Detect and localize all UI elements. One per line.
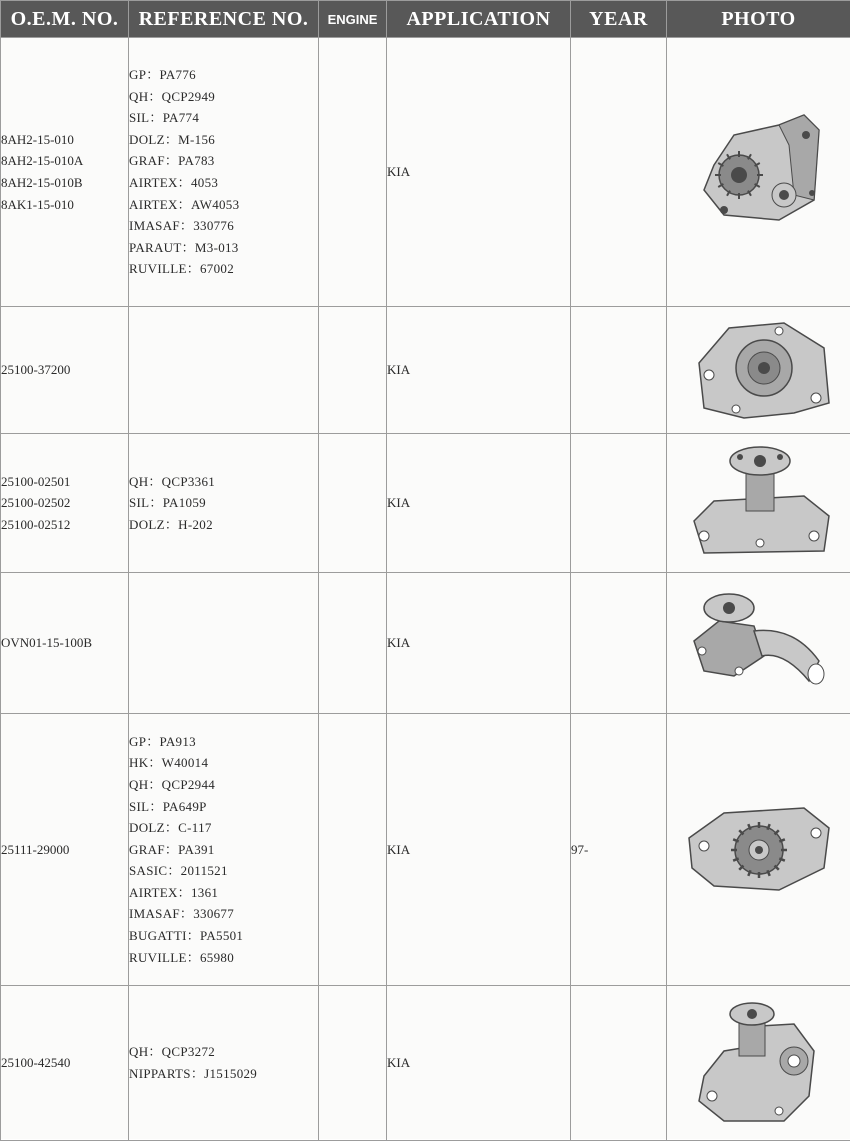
application-cell: KIA [387, 714, 571, 986]
reference-number: DOLZ：M-156 [129, 129, 318, 151]
reference-number-cell [129, 307, 319, 434]
oem-number: 25100-02512 [1, 514, 128, 536]
table-row [1, 714, 850, 986]
oem-number-cell [1, 714, 129, 986]
column-header-reference: REFERENCE NO. [129, 1, 319, 38]
reference-number: AIRTEX：4053 [129, 172, 318, 194]
reference-number: SIL：PA649P [129, 796, 318, 818]
year-cell [571, 434, 667, 573]
reference-number: AIRTEX：1361 [129, 882, 318, 904]
year-cell [571, 307, 667, 434]
reference-number: GRAF：PA783 [129, 150, 318, 172]
reference-number: SASIC：2011521 [129, 860, 318, 882]
oem-number-cell [1, 573, 129, 714]
reference-number: RUVILLE：65980 [129, 947, 318, 969]
water-pump-icon [684, 105, 834, 235]
application-cell: KIA [387, 573, 571, 714]
reference-number: SIL：PA1059 [129, 492, 318, 514]
oem-number: 8AK1-15-010 [1, 194, 128, 216]
table-row [1, 38, 850, 307]
engine-cell [319, 307, 387, 434]
table-header-row [1, 1, 850, 38]
oem-number-cell [1, 307, 129, 434]
table-row [1, 307, 850, 434]
reference-number-cell [129, 714, 319, 986]
oem-number: 8AH2-15-010B [1, 172, 128, 194]
reference-number: GP：PA776 [129, 64, 318, 86]
year-cell: 97- [571, 714, 667, 986]
oem-number: OVN01-15-100B [1, 632, 128, 654]
reference-number: PARAUT：M3-013 [129, 237, 318, 259]
oem-number-cell [1, 434, 129, 573]
oem-number-cell [1, 986, 129, 1141]
reference-number: HK：W40014 [129, 752, 318, 774]
year-cell [571, 38, 667, 307]
application-cell: KIA [387, 38, 571, 307]
oem-number-cell [1, 38, 129, 307]
oem-number: 25100-02501 [1, 471, 128, 493]
oem-number: 8AH2-15-010 [1, 129, 128, 151]
photo-cell [667, 38, 850, 307]
reference-number: QH：QCP3272 [129, 1041, 318, 1063]
oem-number: 25100-37200 [1, 359, 128, 381]
photo-cell [667, 573, 850, 714]
application-cell: KIA [387, 307, 571, 434]
table-row [1, 434, 850, 573]
year-cell [571, 986, 667, 1141]
column-header-oem: O.E.M. NO. [1, 1, 129, 38]
reference-number: QH：QCP2949 [129, 86, 318, 108]
reference-number: QH：QCP2944 [129, 774, 318, 796]
reference-number: IMASAF：330776 [129, 215, 318, 237]
water-pump-icon [684, 996, 834, 1126]
oem-number: 25100-42540 [1, 1052, 128, 1074]
application-cell: KIA [387, 434, 571, 573]
photo-cell [667, 714, 850, 986]
reference-number: GRAF：PA391 [129, 839, 318, 861]
photo-cell [667, 986, 850, 1141]
reference-number-cell [129, 573, 319, 714]
engine-cell [319, 986, 387, 1141]
reference-number-cell [129, 986, 319, 1141]
reference-number: AIRTEX：AW4053 [129, 194, 318, 216]
engine-cell [319, 434, 387, 573]
engine-cell [319, 38, 387, 307]
column-header-photo: PHOTO [667, 1, 850, 38]
reference-number: DOLZ：H-202 [129, 514, 318, 536]
reference-number: RUVILLE：67002 [129, 258, 318, 280]
oem-number: 8AH2-15-010A [1, 150, 128, 172]
oem-number: 25111-29000 [1, 839, 128, 861]
water-pump-icon [684, 798, 834, 898]
reference-number-cell [129, 434, 319, 573]
table-row [1, 986, 850, 1141]
photo-cell [667, 307, 850, 434]
photo-cell [667, 434, 850, 573]
reference-number-cell [129, 38, 319, 307]
column-header-engine: ENGINE [319, 1, 387, 38]
oem-number: 25100-02502 [1, 492, 128, 514]
reference-number: GP：PA913 [129, 731, 318, 753]
column-header-year: YEAR [571, 1, 667, 38]
water-pump-icon [684, 313, 834, 423]
table-row [1, 573, 850, 714]
column-header-application: APPLICATION [387, 1, 571, 38]
reference-number: SIL：PA774 [129, 107, 318, 129]
water-pump-icon [684, 441, 834, 561]
reference-number: DOLZ：C-117 [129, 817, 318, 839]
reference-number: BUGATTI：PA5501 [129, 925, 318, 947]
application-cell: KIA [387, 986, 571, 1141]
engine-cell [319, 573, 387, 714]
reference-number: QH：QCP3361 [129, 471, 318, 493]
engine-cell [319, 714, 387, 986]
water-pump-icon [684, 586, 834, 696]
reference-number: NIPPARTS：J1515029 [129, 1063, 318, 1085]
year-cell [571, 573, 667, 714]
reference-number: IMASAF：330677 [129, 903, 318, 925]
